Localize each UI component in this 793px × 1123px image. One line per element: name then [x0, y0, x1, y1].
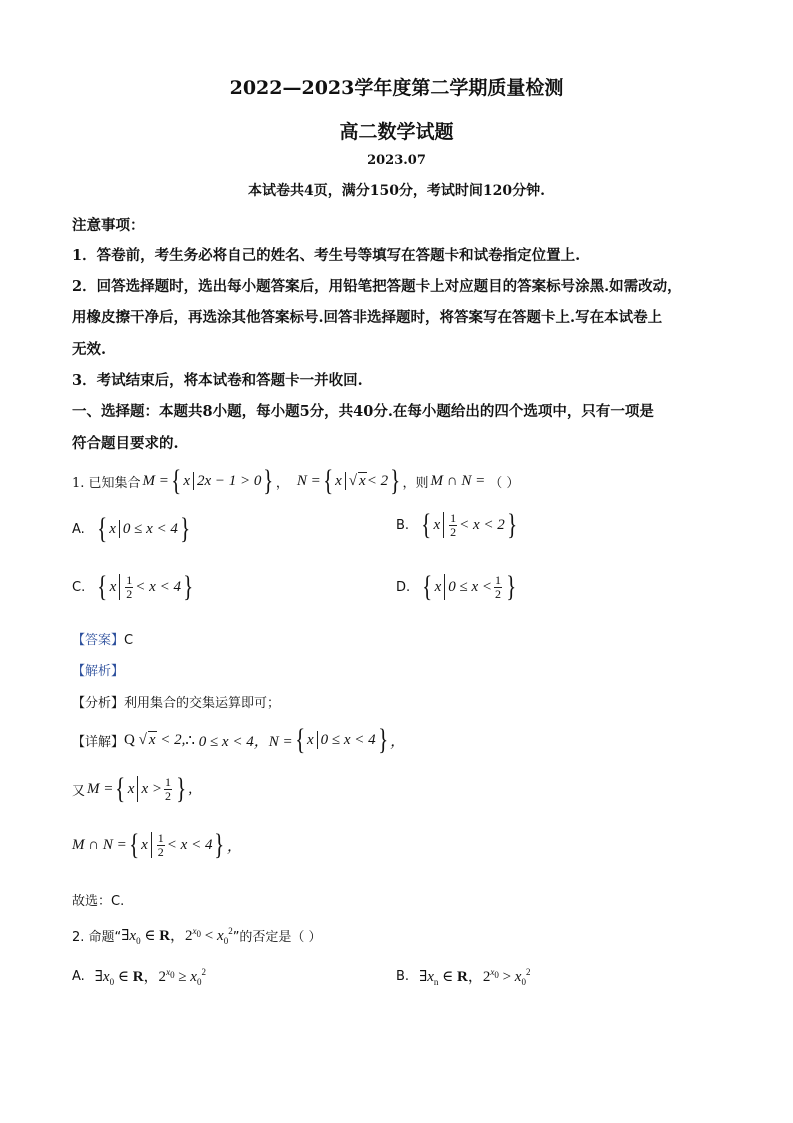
intersection-formula: M ∩ N = [430, 472, 486, 489]
question-1-option-a: A. { x 0 ≤ x < 4 } [72, 514, 192, 544]
note-2-line-2: 用橡皮擦干净后，再选涂其他答案标号.回答非选择题时，将答案写在答题卡上.写在本试卷上 [72, 309, 663, 326]
question-1-stem: 1. 已知集合 M = { x 2x − 1 > 0 } ， N = { x √ x < 2 } ，则 M ∩ N = （ ） [72, 464, 520, 497]
question-2-formula: $\exists x_0$ ∈ R，$2^{x_0} < x_0^2$ [121, 926, 233, 946]
question-1-conclusion: 故选：C. [72, 894, 125, 909]
detail-line-3 [72, 830, 242, 860]
analysis-summary: 【分析】利用集合的交集运算即可； [72, 696, 281, 711]
section-heading-line-2: 符合题目要求的. [72, 435, 179, 452]
option-c-formula: { x $\frac{1}{2}$ < x < 4 } [97, 570, 194, 603]
analysis-label: 【解析】 [72, 664, 125, 679]
note-2-line-1: 2．回答选择题时，选出每小题答案后，用铅笔把答题卡上对应题目的答案标号涂黑.如需改动， [72, 278, 682, 295]
note-2-line-3: 无效. [72, 341, 107, 358]
detail-formula-2: M = { x x > $\frac{1}{2}$ } , [87, 772, 193, 805]
question-1-answer: 【答案】C [72, 633, 134, 648]
detail-formula-1: Q √ x < 2, ∴ 0 ≤ x < 4，N = { x 0 ≤ x < 4 } ， [124, 723, 406, 756]
set-n-formula: N = { x √ x < 2 } [296, 464, 401, 497]
detail-formula-3: M ∩ N = { x $\frac{1}{2}$ < x < 4 } ， [72, 828, 242, 861]
question-2-option-b: B. $\exists x_n$ ∈ R，$2^{x_0} > x_0^2$ [396, 967, 531, 987]
exam-info: 本试卷共4页，满分150分，考试时间120分钟. [247, 183, 546, 199]
detail-line-1: 【详解】 Q √ x < 2, ∴ 0 ≤ x < 4，N = { x 0 ≤ x < 4 } ， [72, 723, 406, 756]
option-d-formula: { x 0 ≤ x < $\frac{1}{2}$ } [422, 570, 517, 603]
option-a-formula: { x 0 ≤ x < 4 } [96, 512, 191, 545]
question-1-option-b: B. { x $\frac{1}{2}$ < x < 2 } [396, 510, 519, 540]
question-1-option-d: D. { x 0 ≤ x < $\frac{1}{2}$ } [396, 572, 518, 602]
note-3: 3．考试结束后，将本试卷和答题卡一并收回. [72, 372, 363, 389]
page-subtitle: 高二数学试题 [339, 121, 454, 143]
page-title: 2022—2023学年度第二学期质量检测 [229, 77, 564, 99]
q2-option-b-formula: $\exists x_n$ ∈ R，$2^{x_0} > x_0^2$ [419, 967, 531, 987]
set-m-formula: M = { x 2x − 1 > 0 } [142, 464, 274, 497]
notes-heading: 注意事项： [72, 217, 145, 234]
question-2-stem: 2. 命题“ $\exists x_0$ ∈ R，$2^{x_0} < x_0^2$ ”的否定是（ ） [72, 926, 322, 946]
option-b-formula: { x $\frac{1}{2}$ < x < 2 } [421, 508, 518, 541]
section-heading-line-1: 一、选择题：本题共8小题，每小题5分，共40分.在每小题给出的四个选项中，只有一项是 [72, 403, 654, 420]
note-1: 1．答卷前，考生务必将自己的姓名、考生号等填写在答题卡和试卷指定位置上. [72, 247, 581, 264]
q2-option-a-formula: $\exists x_0$ ∈ R，$2^{x_0} \ge x_0^2$ [94, 967, 206, 987]
detail-line-2: 又 M = { x x > $\frac{1}{2}$ } , [72, 772, 193, 805]
question-2-option-a: A. $\exists x_0$ ∈ R，$2^{x_0} \ge x_0^2$ [72, 967, 206, 987]
question-1-prefix: 1. 已知集合 [72, 475, 141, 491]
exam-date: 2023.07 [367, 153, 426, 168]
question-1-option-c: C. { x $\frac{1}{2}$ < x < 4 } [72, 572, 195, 602]
